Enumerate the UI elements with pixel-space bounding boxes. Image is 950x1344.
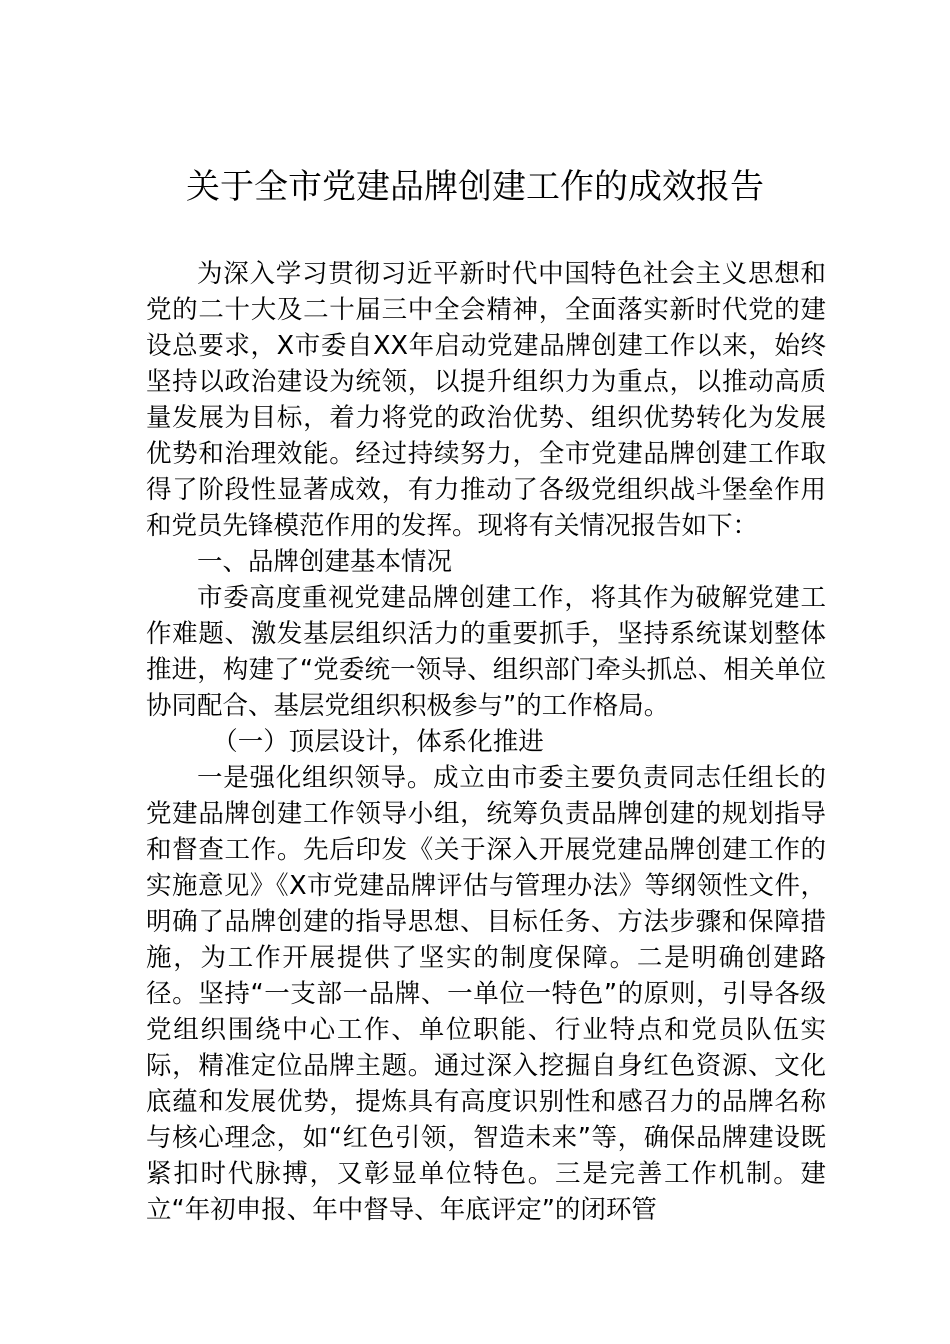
intro-paragraph: 为深入学习贯彻习近平新时代中国特色社会主义思想和党的二十大及二十届三中全会精神，全面落实新时代党的建设总要求，X市委自XX年启动党建品牌创建工作以来，始终坚持以政治建设为统领，以提升组织力为重点，以推动高质量发展为目标，着力将党的政治优势、组织优势转化为发展优势和治理效能。经过持续努力，全市党建品牌创建工作取得了阶段性显著成效，有力推动了各级党组织战斗堡垒作用和党员先锋模范作用的发挥。现将有关情况报告如下： <box>146 259 826 541</box>
document-body <box>146 256 826 1228</box>
subsection-heading-1: （一）顶层设计，体系化推进 <box>212 727 544 757</box>
section-1-paragraph: 市委高度重视党建品牌创建工作，将其作为破解党建工作难题、激发基层组织活力的重要抓手，坚持系统谋划整体推进，构建了“党委统一领导、组织部门牵头抓总、相关单位协同配合、基层党组织积极参与”的工作格局。 <box>146 583 826 721</box>
document-title: 关于全市党建品牌创建工作的成效报告 <box>186 167 764 207</box>
section-heading-1: 一、品牌创建基本情况 <box>197 547 453 577</box>
subsection-1-paragraph: 一是强化组织领导。成立由市委主要负责同志任组长的党建品牌创建工作领导小组，统筹负责品牌创建的规划指导和督查工作。先后印发《关于深入开展党建品牌创建工作的实施意见》《X市党建品牌评估与管理办法》等纲领性文件，明确了品牌创建的指导思想、目标任务、方法步骤和保障措施，为工作开展提供了坚实的制度保障。二是明确创建路径。坚持“一支部一品牌、一单位一特色”的原则，引导各级党组织围绕中心工作、单位职能、行业特点和党员队伍实际，精准定位品牌主题。通过深入挖掘自身红色资源、文化底蕴和发展优势，提炼具有高度识别性和感召力的品牌名称与核心理念，如“红色引领，智造未来”等，确保品牌建设既紧扣时代脉搏，又彰显单位特色。三是完善工作机制。建立“年初申报、年中督导、年底评定”的闭环管 <box>146 763 826 1225</box>
